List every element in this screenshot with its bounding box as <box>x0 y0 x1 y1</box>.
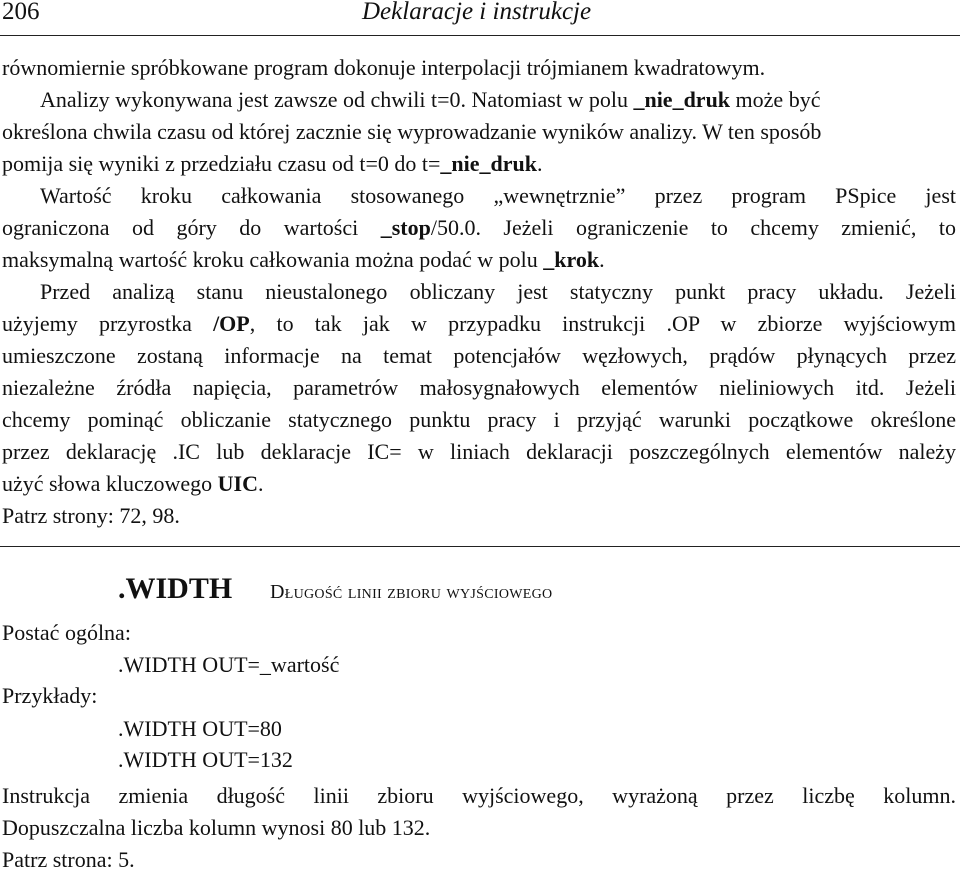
paragraph-line <box>2 148 956 180</box>
section-command: .WIDTH <box>118 572 233 605</box>
field-name: _nie_druk <box>633 87 731 112</box>
text-span: użyć słowa kluczowego <box>2 471 218 496</box>
general-form: .WIDTH OUT=_wartość <box>118 652 340 677</box>
cross-reference: Patrz strona: 5. <box>2 847 135 872</box>
example-line: .WIDTH OUT=132 <box>118 747 293 772</box>
suffix-name: /OP <box>213 311 250 336</box>
section-rule <box>0 546 960 547</box>
paragraph-line <box>2 308 956 340</box>
paragraph-line <box>2 84 956 116</box>
paragraph-line: określona chwila czasu od której zacznie się wyprowadzanie wyników analizy. W ten sposób <box>2 119 822 144</box>
paragraph-line: Przed analizą stanu nieustalonego obliczany jest statyczny punkt pracy układu. Jeżeli <box>40 279 956 304</box>
text-span: użyjemy przyrostka <box>2 311 214 336</box>
keyword: UIC <box>217 471 258 496</box>
paragraph-line: niezależne źródła napięcia, parametrów małosygnałowych elementów nieliniowych itd. Jeżeli <box>2 375 956 400</box>
paragraph-line: chcemy pominąć obliczanie statycznego punktu pracy i przyjąć warunki początkowe określone <box>2 407 956 432</box>
running-title: Deklaracje i instrukcje <box>362 0 592 25</box>
page-number: 206 <box>2 0 40 25</box>
field-name: _krok <box>543 247 600 272</box>
text-span: ograniczona od góry do wartości <box>2 215 381 240</box>
field-name: _stop <box>380 215 431 240</box>
paragraph-line <box>2 212 956 244</box>
cross-reference: Patrz strony: 72, 98. <box>2 503 180 528</box>
paragraph-line: umieszczone zostaną informacje na temat potencjałów węzłowych, prądów płynących przez <box>2 343 956 368</box>
paragraph-line: przez deklarację .IC lub deklaracje IC= w liniach deklaracji poszczególnych elementów należy <box>2 439 956 464</box>
text-span: . <box>599 247 605 272</box>
text-span: . <box>537 151 543 176</box>
text-span: . <box>258 471 264 496</box>
text-span: Analizy wykonywana jest zawsze od chwili t=0. Natomiast w polu <box>40 87 634 112</box>
paragraph-line <box>2 468 956 500</box>
field-name: _nie_druk <box>440 151 538 176</box>
text-span: /50.0. Jeżeli ograniczenie to chcemy zmienić, to <box>430 215 957 240</box>
section-title: Długość linii zbioru wyjściowego <box>270 581 553 603</box>
description-line: Instrukcja zmienia długość linii zbioru wyjściowego, wyrażoną przez liczbę kolumn. <box>2 783 956 808</box>
header-rule <box>0 35 960 36</box>
text-span: może być <box>730 87 821 112</box>
examples-label: Przykłady: <box>2 683 98 708</box>
example-line: .WIDTH OUT=80 <box>118 716 282 741</box>
body-text <box>2 52 956 532</box>
paragraph-line: Wartość kroku całkowania stosowanego „wewnętrznie” przez program PSpice jest <box>40 183 956 208</box>
description-line: Dopuszczalna liczba kolumn wynosi 80 lub 132. <box>2 815 431 840</box>
text-span: maksymalną wartość kroku całkowania można podać w polu <box>2 247 544 272</box>
general-form-label: Postać ogólna: <box>2 620 131 645</box>
text-span: , to tak jak w przypadku instrukcji .OP w zbiorze wyjściowym <box>249 311 957 336</box>
paragraph-line <box>2 244 956 276</box>
text-span: pomija się wyniki z przedziału czasu od t=0 do t= <box>2 151 441 176</box>
page-header <box>0 0 960 36</box>
paragraph-line: równomiernie spróbkowane program dokonuje interpolacji trójmianem kwadratowym. <box>2 55 766 80</box>
